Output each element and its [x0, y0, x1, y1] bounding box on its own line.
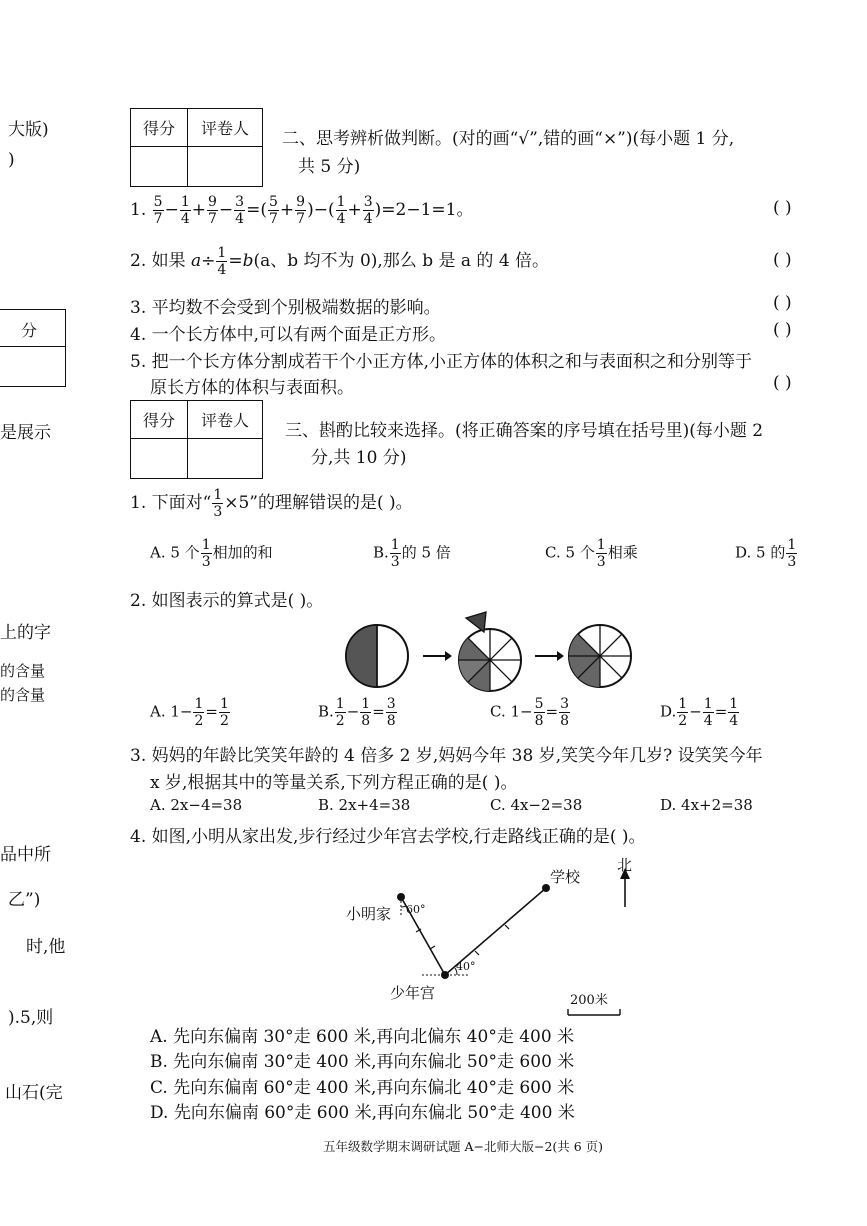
s3-question-4: 4. 如图,小明从家出发,步行经过少年宫去学校,行走路线正确的是( )。 [130, 827, 646, 847]
answer-paren[interactable]: ( ) [773, 198, 792, 218]
half-circle-icon [346, 625, 408, 687]
left-fragment: 乙”) [8, 890, 41, 910]
s2-question-2: 2. 如果 a÷ $\frac{1}{4}$ =b(a、b 均不为 0),那么 b 是 a 的 4 倍。 [130, 245, 550, 278]
s3-q4-option-c[interactable]: C. 先向东偏南 60°走 400 米,再向东偏北 40°走 600 米 [150, 1078, 575, 1098]
palace-label: 少年宫 [390, 984, 436, 1002]
grader-header: 评卷人 [188, 401, 263, 439]
s3-q1-option-a[interactable]: A. 5 个 $\frac{1}{3}$ 相加的和 [150, 537, 273, 570]
palace-point [441, 971, 449, 979]
s3-q1-option-d[interactable]: D. 5 的 $\frac{1}{3}$ [735, 537, 797, 570]
north-label: 北 [617, 856, 633, 874]
s3-q2-option-a[interactable]: A. 1− $\frac{1}{2}$ = $\frac{1}{2}$ [150, 696, 229, 729]
section3-title: 三、斟酌比较来选择。(将正确答案的序号填在括号里)(每小题 2 [285, 421, 764, 441]
score-table [130, 400, 263, 479]
s3-q3-option-c[interactable]: C. 4x−2=38 [490, 796, 583, 814]
s3-q2-option-c[interactable]: C. 1− $\frac{5}{8}$ = $\frac{3}{8}$ [490, 696, 570, 729]
arrow-icon [423, 651, 452, 661]
s3-q2-option-d[interactable]: D. $\frac{1}{2}$ − $\frac{1}{4}$ = $\frac{1}{4}$ [660, 696, 739, 729]
s3-question-2: 2. 如图表示的算式是( )。 [130, 591, 324, 611]
s3-q4-option-a[interactable]: A. 先向东偏南 30°走 600 米,再向北偏东 40°走 400 米 [150, 1027, 575, 1047]
section3-title-cont: 分,共 10 分) [311, 448, 407, 468]
s2-question-5: 5. 把一个长方体分割成若干个小正方体,小正方体的体积之和与表面积之和分别等于 [130, 352, 753, 372]
answer-paren[interactable]: ( ) [773, 293, 792, 313]
score-header: 得分 [131, 401, 188, 439]
three-eighths-circle-icon [569, 625, 631, 687]
grader-cell[interactable] [188, 147, 263, 187]
left-fragment: 山石(完 [5, 1083, 63, 1103]
s3-q4-option-d[interactable]: D. 先向东偏南 60°走 600 米,再向东偏北 50°走 400 米 [150, 1103, 575, 1123]
left-fragment: 大版) [8, 120, 49, 140]
s3-q3-option-b[interactable]: B. 2x+4=38 [318, 796, 411, 814]
s2-question-4: 4. 一个长方体中,可以有两个面是正方形。 [130, 325, 447, 345]
left-score-label: 分 [21, 321, 38, 340]
score-table [130, 108, 263, 187]
s3-q3-option-d[interactable]: D. 4x+2=38 [660, 796, 753, 814]
left-fragment: 品中所 [0, 845, 51, 865]
home-point [397, 893, 405, 901]
left-fragment: 上的字 [0, 623, 51, 643]
s2-question-1: 1. $\frac{5}{7}$ − $\frac{1}{4}$ + $\frac{9}{7}$ − $\frac{3}{4}$ =( $\frac{5}{7}$ + $\frac{9}{7}$ )−( $\frac{1}{4}$ + $\frac{3}{4}$ )=2−1=1。 [130, 194, 474, 227]
grader-cell[interactable] [188, 439, 263, 479]
school-label: 学校 [550, 868, 581, 886]
s3-q1-option-c[interactable]: C. 5 个 $\frac{1}{3}$ 相乘 [545, 537, 638, 570]
s3-question-3: 3. 妈妈的年龄比笑笑年龄的 4 倍多 2 岁,妈妈今年 38 岁,笑笑今年几岁? 设笑笑今年 [130, 746, 763, 766]
section2-title: 二、思考辨析做判断。(对的画“√”,错的画“×”)(每小题 1 分, [282, 129, 735, 149]
angle-60-label: 60° [406, 903, 426, 916]
page-footer: 五年级数学期末调研试题 A−北师大版−2(共 6 页) [323, 1139, 604, 1154]
left-fragment: 的含量 [0, 662, 46, 680]
section2-title-cont: 共 5 分) [298, 157, 361, 177]
answer-paren[interactable]: ( ) [773, 373, 792, 393]
s3-question-1: 1. 下面对“ $\frac{1}{3}$ ×5”的理解错误的是( )。 [130, 487, 413, 520]
home-label: 小明家 [346, 905, 392, 923]
left-fragment: 时,他 [26, 937, 66, 957]
left-fragment: 是展示 [0, 423, 51, 443]
school-point [542, 884, 550, 892]
left-fragment: ) [8, 150, 15, 170]
eighths-circle-icon [459, 612, 521, 691]
s2-question-3: 3. 平均数不会受到个别极端数据的影响。 [130, 298, 441, 318]
s3-q1-option-b[interactable]: B. $\frac{1}{3}$ 的 5 倍 [373, 537, 451, 570]
left-fragment: 的含量 [0, 686, 46, 704]
arrow-icon [535, 651, 564, 661]
grader-header: 评卷人 [188, 109, 263, 147]
s3-q3-option-a[interactable]: A. 2x−4=38 [150, 796, 243, 814]
score-cell[interactable] [131, 439, 188, 479]
scale-label: 200米 [570, 993, 608, 1008]
answer-paren[interactable]: ( ) [773, 250, 792, 270]
score-header: 得分 [131, 109, 188, 147]
s2-question-5-cont: 原长方体的体积与表面积。 [150, 378, 354, 398]
angle-40-label: 40° [456, 960, 476, 973]
left-score-box [0, 309, 66, 387]
s3-question-3-cont: x 岁,根据其中的等量关系,下列方程正确的是( )。 [150, 773, 518, 793]
score-cell[interactable] [131, 147, 188, 187]
s3-q4-option-b[interactable]: B. 先向东偏南 30°走 400 米,再向东偏北 50°走 600 米 [150, 1052, 575, 1072]
answer-paren[interactable]: ( ) [773, 320, 792, 340]
fraction-circles-figure [335, 610, 645, 696]
left-fragment: ).5,则 [8, 1008, 54, 1028]
s3-q2-option-b[interactable]: B. $\frac{1}{2}$ − $\frac{1}{8}$ = $\frac{3}{8}$ [318, 696, 396, 729]
